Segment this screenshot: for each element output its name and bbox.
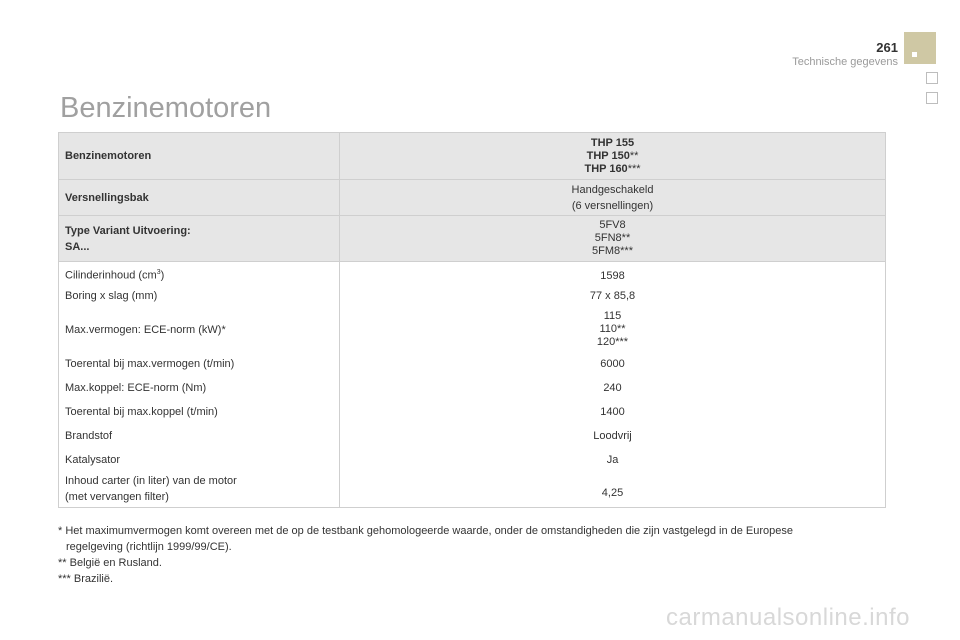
engine-spec-table bbox=[58, 132, 886, 508]
header-value bbox=[340, 180, 886, 216]
row-value: 4,25 bbox=[601, 487, 624, 500]
page-heading: Benzinemotoren bbox=[60, 92, 272, 124]
type-code: 5FM8*** bbox=[592, 245, 633, 257]
row-label: Brandstof bbox=[59, 424, 340, 448]
footnote-2: ** België en Rusland. bbox=[58, 557, 162, 569]
row-value: 1598 bbox=[600, 269, 625, 282]
footnote-mark: ** bbox=[629, 149, 639, 162]
table-header-row bbox=[59, 133, 886, 180]
table-row bbox=[59, 400, 886, 424]
chapter-tab-marker-icon bbox=[912, 52, 917, 57]
table-row bbox=[59, 262, 886, 284]
header-label: Versnellingsbak bbox=[59, 180, 340, 216]
engine-name: THP 160 bbox=[584, 162, 628, 175]
row-value: Loodvrij bbox=[593, 429, 632, 442]
table-header-row bbox=[59, 216, 886, 262]
row-label-line: (met vervangen filter) bbox=[65, 491, 169, 504]
power-value: 120*** bbox=[596, 336, 629, 348]
watermark: carmanualsonline.info bbox=[666, 604, 910, 631]
header-label-line: Type Variant Uitvoering: bbox=[65, 224, 191, 237]
row-label: Boring x slag (mm) bbox=[59, 284, 340, 308]
footnote-3: *** Brazilië. bbox=[58, 573, 114, 585]
section-title: Technische gegevens bbox=[792, 56, 898, 68]
row-label: Cilinderinhoud $(cm^3)$ bbox=[59, 262, 340, 284]
row-value: 240 bbox=[603, 381, 622, 394]
row-label: Max.koppel: ECE-norm (Nm) bbox=[59, 376, 340, 400]
type-code: 5FN8** bbox=[594, 232, 631, 244]
row-value bbox=[340, 308, 886, 352]
footnote-1-line-2: regelgeving (richtlijn 1999/99/CE). bbox=[66, 541, 232, 553]
power-value: 115 bbox=[603, 310, 622, 322]
row-value: 77 x 85,8 bbox=[589, 289, 636, 302]
page-number: 261 bbox=[876, 40, 898, 55]
footnote-mark: *** bbox=[627, 162, 641, 175]
gearbox-value: Handgeschakeld bbox=[571, 183, 654, 196]
engine-name: THP 155 bbox=[590, 136, 635, 149]
table-row bbox=[59, 376, 886, 400]
footnotes bbox=[58, 523, 898, 587]
row-value: Ja bbox=[606, 453, 619, 466]
row-label: Katalysator bbox=[59, 448, 340, 472]
chapter-tab bbox=[904, 32, 936, 64]
header-label: Benzinemotoren bbox=[59, 133, 340, 180]
table-row bbox=[59, 352, 886, 376]
table-row bbox=[59, 284, 886, 308]
engine-name: THP 150 bbox=[586, 149, 630, 162]
type-code: 5FV8 bbox=[599, 219, 626, 231]
table-row bbox=[59, 448, 886, 472]
row-value: 6000 bbox=[600, 357, 625, 370]
header-label-line: SA... bbox=[65, 240, 90, 253]
row-label bbox=[59, 472, 340, 508]
chapter-tab-empty-2 bbox=[926, 92, 938, 104]
header-label bbox=[59, 216, 340, 262]
power-value: 110** bbox=[599, 323, 626, 335]
row-label: Max.vermogen: ECE-norm (kW)* bbox=[59, 308, 340, 352]
chapter-tab-empty-1 bbox=[926, 72, 938, 84]
table-row bbox=[59, 424, 886, 448]
header-value bbox=[340, 216, 886, 262]
footnote-1-line-1: * Het maximumvermogen komt overeen met de op de testbank gehomologeerde waarde, onder de omstandigheden die zijn vastgelegd in de Europese bbox=[58, 525, 794, 537]
row-label-line: Inhoud carter (in liter) van de motor bbox=[65, 475, 237, 488]
row-label: Toerental bij max.koppel (t/min) bbox=[59, 400, 340, 424]
table-row bbox=[59, 308, 886, 352]
header-value bbox=[340, 133, 886, 180]
table-header-row bbox=[59, 180, 886, 216]
table-row bbox=[59, 472, 886, 508]
row-value: 1400 bbox=[600, 405, 625, 418]
gearbox-value: (6 versnellingen) bbox=[571, 199, 654, 212]
row-label: Toerental bij max.vermogen (t/min) bbox=[59, 352, 340, 376]
